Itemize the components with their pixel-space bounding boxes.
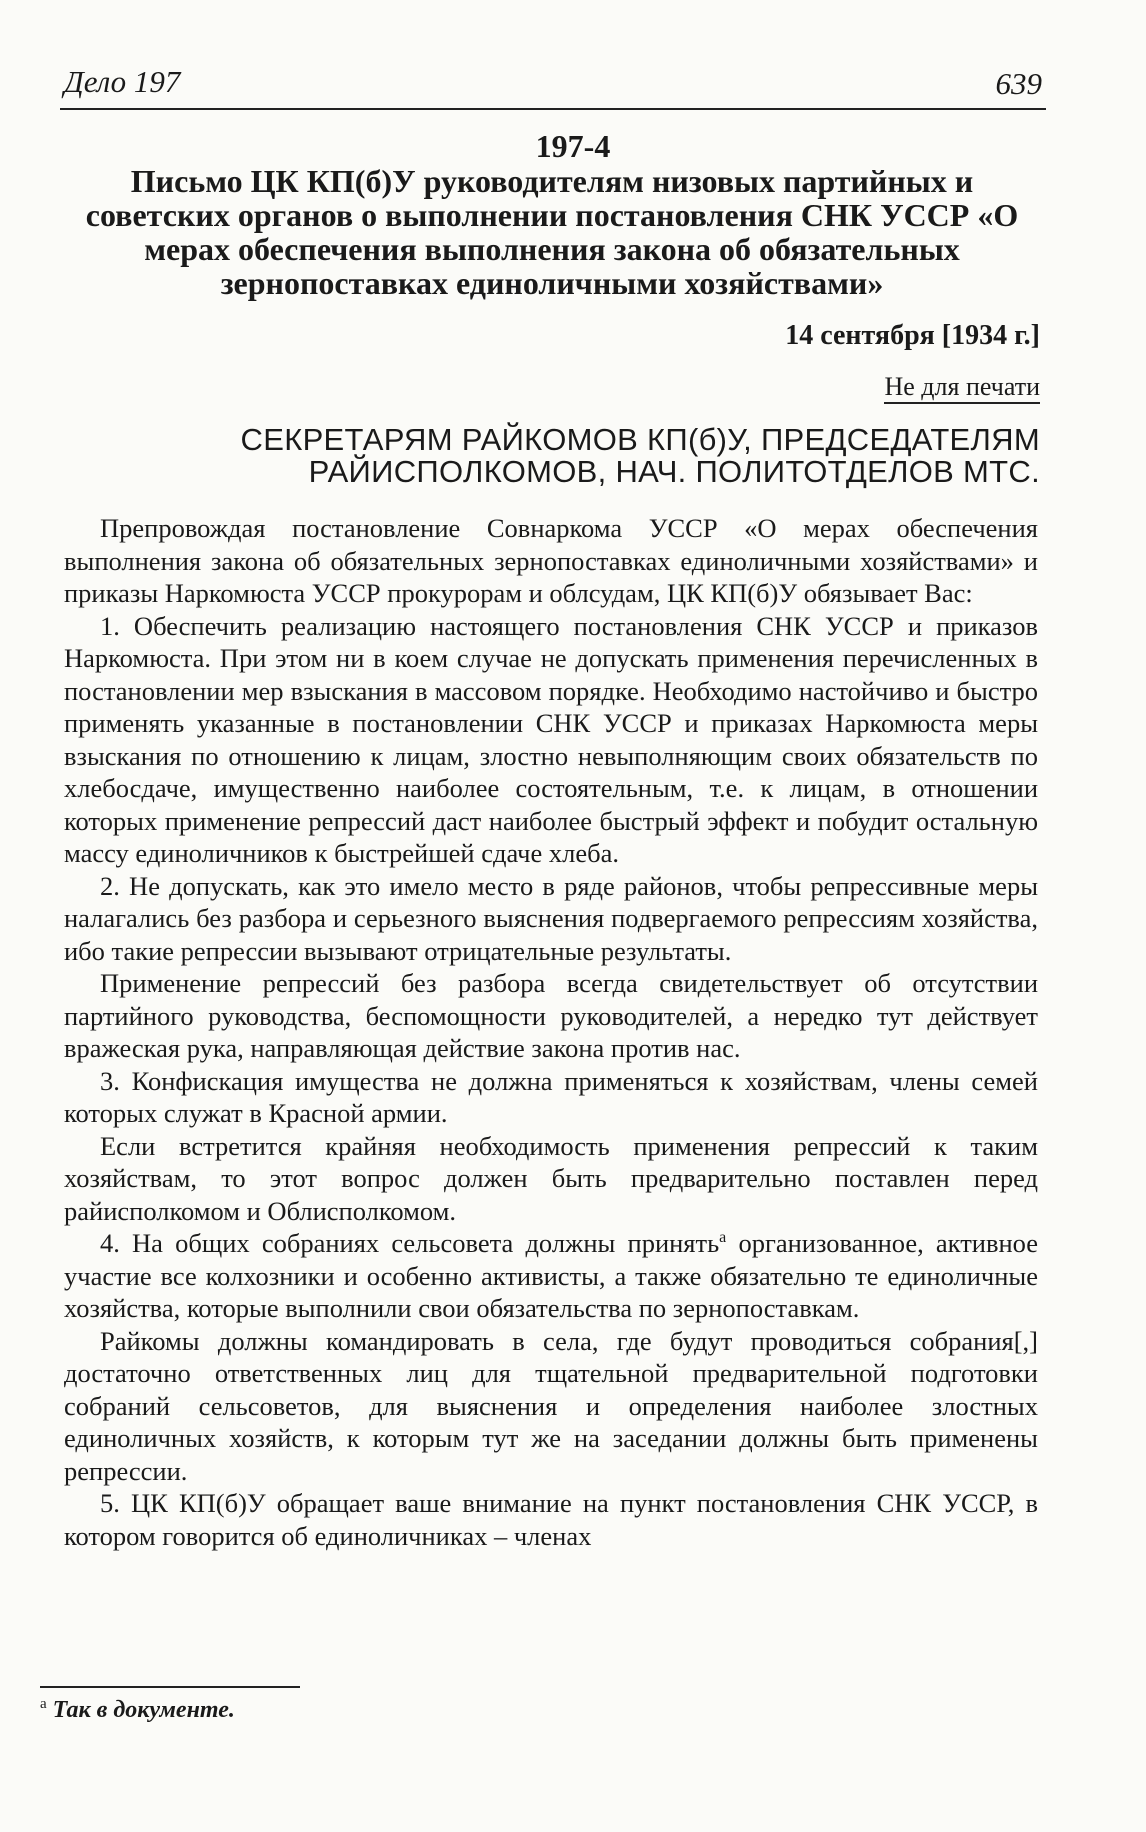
paragraph-item-4-start: 4. На общих собраниях сельсовета должны принять bbox=[100, 1228, 720, 1258]
not-for-print-stamp: Не для печати bbox=[884, 372, 1040, 404]
paragraph-item-4-note: Райкомы должны командировать в села, где будут проводиться собрания[,] достаточно ответственных лиц для тщательной предварительной подготовки собраний сельсоветов, для выяснения и определения наиболее злостных единоличных хозяйств, к которым тут же на заседании должны быть применены репрессии. bbox=[64, 1325, 1038, 1486]
paragraph-item-2: 2. Не допускать, как это имело место в ряде районов, чтобы репрессивные меры налагались без разбора и серьезного выяснения подвергаемого репрессиям хозяйства, ибо такие репрессии вызывают отрицательные результаты. bbox=[64, 870, 1038, 966]
paragraph-item-3-note: Если встретится крайняя необходимость применения репрессий к таким хозяйствам, то этот вопрос должен быть предварительно поставлен перед райисполкомом и Облисполкомом. bbox=[64, 1130, 1038, 1226]
letter-body bbox=[64, 512, 1038, 1552]
paragraph-item-3: 3. Конфискация имущества не должна применяться к хозяйствам, члены семей которых служат в Красной армии. bbox=[64, 1065, 1038, 1128]
document-number: 197-4 bbox=[535, 128, 611, 164]
footnote-marker-note: а bbox=[40, 1696, 47, 1712]
paragraph-item-4 bbox=[64, 1227, 1038, 1325]
paragraph-intro: Препровождая постановление Совнаркома УССР «О мерах обеспечения выполнения закона об обязательных зернопоставках единоличными хозяйствами» и приказы Наркомюста УССР прокурорам и облсудам, ЦК КП(б)У обязывает Вас: bbox=[64, 513, 1038, 608]
running-head-case: Дело 197 bbox=[64, 64, 181, 99]
addressee-block: СЕКРЕТАРЯМ РАЙКОМОВ КП(б)У, ПРЕДСЕДАТЕЛЯМ РАЙИСПОЛКОМОВ, НАЧ. ПОЛИТОТДЕЛОВ МТС. bbox=[240, 422, 1040, 489]
running-head bbox=[60, 58, 1046, 110]
document-date: 14 сентября [1934 г.] bbox=[785, 320, 1040, 351]
footnote-divider bbox=[40, 1686, 300, 1688]
footnote-text: Так в документе. bbox=[52, 1697, 235, 1723]
document-title: Письмо ЦК КП(б)У руководителям низовых партийных и советских органов о выполнении постановления СНК УССР «О мерах обеспечения выполнения закона об обязательных зернопоставках единоличными хозяйствами» bbox=[85, 163, 1019, 301]
footnote bbox=[40, 1696, 235, 1724]
page-number: 639 bbox=[995, 66, 1042, 101]
paragraph-item-2-note: Применение репрессий без разбора всегда свидетельствует об отсутствии партийного руководства, беспомощности руководителей, а нередко тут действует вражеская рука, направляющая действие закона против нас. bbox=[64, 968, 1038, 1063]
paragraph-item-5: 5. ЦК КП(б)У обращает ваше внимание на пункт постановления СНК УССР, в котором говорится об единоличниках – членах bbox=[64, 1488, 1038, 1551]
paragraph-item-4-rest: организованное, активное участие все колхозники и особенно активисты, а также обязательно те единоличные хозяйства, которые выполнили свои обязательства по зернопоставкам. bbox=[64, 1228, 1038, 1323]
paragraph-item-1: 1. Обеспечить реализацию настоящего постановления СНК УССР и приказов Наркомюста. При этом ни в коем случае не допускать применения перечисленных в постановлении мер взыскания в массовом порядке. Необходимо настойчиво и быстро применять указанные в постановлении СНК УССР и приказах Наркомюста меры взыскания по отношению к лицам, злостно невыполняющим своих обязательств по хлебосдаче, имущественно наиболее состоятельным, т.е. к лицам, в отношении которых применение репрессий даст наиболее быстрый эффект и побудит остальную массу единоличников к быстрейшей сдаче хлеба. bbox=[64, 610, 1038, 868]
footnote-marker: а bbox=[719, 1229, 727, 1247]
